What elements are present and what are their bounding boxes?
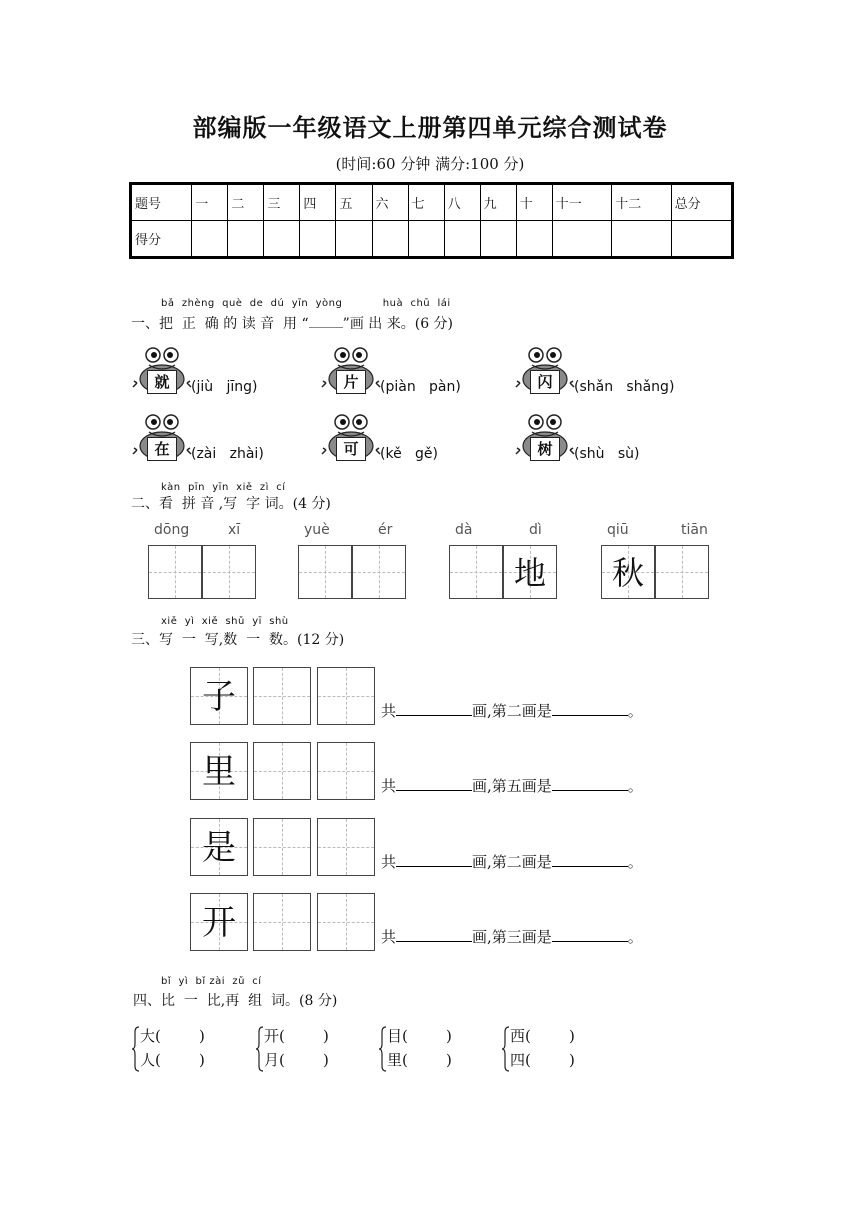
compare-word-top[interactable]: 大( )	[140, 1027, 205, 1045]
sec2-heading: 二、看 拼 音 ,写 字 词。(4 分)	[131, 496, 331, 512]
frog-card	[320, 343, 382, 398]
score-input-cell[interactable]	[516, 221, 552, 258]
pinyin-options[interactable]: (zài zhài)	[191, 446, 264, 462]
brace-icon	[132, 1026, 140, 1072]
stroke-count-line	[381, 926, 643, 947]
writing-box[interactable]	[449, 545, 503, 599]
stroke-name-blank[interactable]	[552, 927, 628, 942]
pinyin-label: tiān	[681, 522, 708, 538]
model-character: 子	[202, 677, 236, 717]
stroke-count-blank[interactable]	[396, 852, 472, 867]
stroke-text-b: 画,第二画是	[472, 853, 552, 871]
score-input-cell[interactable]	[671, 221, 732, 258]
score-input-cell[interactable]	[228, 221, 264, 258]
score-header-cell: 十二	[612, 184, 671, 221]
stroke-count-blank[interactable]	[396, 701, 472, 716]
score-header-cell: 八	[444, 184, 480, 221]
stroke-count-line	[381, 851, 643, 872]
compare-word-top[interactable]: 目( )	[387, 1027, 452, 1045]
writing-box-char: 秋	[611, 554, 644, 592]
sec4-pinyin: bǐ yì bǐ zài zǔ cí	[161, 976, 262, 987]
score-input-cell[interactable]	[300, 221, 336, 258]
writing-box[interactable]	[202, 545, 256, 599]
score-header-cell: 十一	[552, 184, 611, 221]
stroke-name-blank[interactable]	[552, 776, 628, 791]
score-header-cell: 十	[516, 184, 552, 221]
writing-box[interactable]	[317, 742, 375, 800]
writing-box[interactable]	[253, 893, 311, 951]
writing-box-char: 地	[513, 554, 546, 592]
model-char-box	[190, 667, 248, 725]
writing-box[interactable]	[253, 818, 311, 876]
writing-box-char	[203, 546, 255, 598]
score-input-cell[interactable]	[480, 221, 516, 258]
frog-card	[514, 410, 576, 465]
score-header-cell: 九	[480, 184, 516, 221]
brace-icon	[256, 1026, 264, 1072]
compare-word-top[interactable]: 开( )	[264, 1027, 329, 1045]
model-character: 开	[202, 903, 236, 943]
writing-box-char	[656, 546, 708, 598]
writing-box[interactable]	[317, 667, 375, 725]
pinyin-label: qiū	[607, 522, 629, 538]
stroke-text-a: 共	[381, 777, 397, 795]
writing-box[interactable]	[253, 667, 311, 725]
frog-character: 树	[530, 437, 560, 461]
score-table	[129, 182, 734, 259]
brace-icon	[502, 1026, 510, 1072]
compare-pair	[132, 1024, 252, 1074]
writing-box-char	[450, 546, 502, 598]
sec4-heading: 四、比 一 比,再 组 词。(8 分)	[133, 993, 338, 1009]
stroke-text-b: 画,第五画是	[472, 777, 552, 795]
score-header-cell: 二	[228, 184, 264, 221]
score-input-cell[interactable]	[408, 221, 444, 258]
page-subtitle: (时间:60 分钟 满分:100 分)	[335, 155, 525, 173]
sec3-heading: 三、写 一 写,数 一 数。(12 分)	[131, 632, 345, 648]
frog-card	[131, 343, 193, 398]
compare-word-bottom[interactable]: 月( )	[264, 1051, 329, 1069]
score-header-cell: 七	[408, 184, 444, 221]
score-input-cell[interactable]	[552, 221, 611, 258]
score-table-score-row	[131, 221, 733, 258]
writing-box[interactable]	[655, 545, 709, 599]
writing-box[interactable]	[253, 742, 311, 800]
writing-box[interactable]	[317, 818, 375, 876]
writing-box[interactable]	[352, 545, 406, 599]
stroke-text-c: 。	[627, 702, 643, 720]
frog-character: 在	[147, 437, 177, 461]
pinyin-label: ér	[378, 522, 393, 538]
score-input-cell[interactable]	[336, 221, 372, 258]
writing-box[interactable]	[317, 893, 375, 951]
frog-character: 片	[336, 370, 366, 394]
writing-box-char	[353, 546, 405, 598]
stroke-text-c: 。	[627, 853, 643, 871]
model-char-box	[190, 893, 248, 951]
pinyin-options[interactable]: (shù sù)	[574, 446, 640, 462]
writing-box-char	[149, 546, 201, 598]
score-header-cell: 一	[192, 184, 228, 221]
stroke-text-b: 画,第二画是	[472, 702, 552, 720]
pinyin-label: xī	[228, 522, 241, 538]
score-input-cell[interactable]	[444, 221, 480, 258]
sec1-heading	[131, 313, 453, 333]
score-header-cell: 四	[300, 184, 336, 221]
compare-pair	[256, 1024, 376, 1074]
stroke-text-a: 共	[381, 928, 397, 946]
score-table-header-row	[131, 184, 733, 221]
score-header-cell: 六	[372, 184, 408, 221]
score-header-cell: 总分	[671, 184, 732, 221]
sec3-pinyin: xiě yì xiě shǔ yī shù	[161, 616, 289, 627]
writing-box[interactable]	[601, 545, 655, 599]
page-title: 部编版一年级语文上册第四单元综合测试卷	[192, 113, 668, 142]
compare-word-bottom[interactable]: 里( )	[387, 1051, 452, 1069]
pinyin-options[interactable]: (piàn pàn)	[380, 379, 461, 395]
frog-character: 闪	[530, 370, 560, 394]
stroke-text-c: 。	[627, 928, 643, 946]
model-character: 是	[202, 828, 236, 868]
model-char-box	[190, 742, 248, 800]
stroke-count-blank[interactable]	[396, 776, 472, 791]
score-input-cell[interactable]	[264, 221, 300, 258]
compare-pair	[379, 1024, 499, 1074]
stroke-count-line	[381, 700, 643, 721]
stroke-text-c: 。	[627, 777, 643, 795]
writing-box[interactable]	[503, 545, 557, 599]
stroke-text-b: 画,第三画是	[472, 928, 552, 946]
score-input-cell[interactable]	[612, 221, 671, 258]
compare-word-bottom[interactable]: 四( )	[510, 1051, 575, 1069]
pinyin-options[interactable]: (shǎn shǎng)	[574, 379, 675, 395]
stroke-text-a: 共	[381, 702, 397, 720]
compare-word-bottom[interactable]: 人( )	[140, 1051, 205, 1069]
pinyin-label: dōng	[154, 522, 190, 538]
score-row-label: 得分	[131, 221, 192, 258]
pinyin-options[interactable]: (kě gě)	[380, 446, 438, 462]
frog-character: 就	[147, 370, 177, 394]
score-header-cell: 题号	[131, 184, 192, 221]
stroke-count-line	[381, 775, 643, 796]
frog-card	[514, 343, 576, 398]
writing-box-char	[299, 546, 351, 598]
stroke-name-blank[interactable]	[552, 701, 628, 716]
pinyin-options[interactable]: (jiù jīng)	[191, 379, 258, 395]
stroke-text-a: 共	[381, 853, 397, 871]
writing-box[interactable]	[148, 545, 202, 599]
score-input-cell[interactable]	[372, 221, 408, 258]
pinyin-label: dì	[529, 522, 542, 538]
pinyin-label: yuè	[304, 522, 330, 538]
score-header-cell: 三	[264, 184, 300, 221]
sec1-blue-underline	[309, 315, 343, 328]
frog-character: 可	[336, 437, 366, 461]
model-char-box	[190, 818, 248, 876]
score-header-cell: 五	[336, 184, 372, 221]
frog-card	[131, 410, 193, 465]
stroke-name-blank[interactable]	[552, 852, 628, 867]
sec1-heading-text: 一、把 正 确 的 读 音 用 “	[131, 316, 309, 332]
writing-box[interactable]	[298, 545, 352, 599]
sec2-pinyin: kàn pīn yīn xiě zì cí	[161, 482, 286, 493]
stroke-count-blank[interactable]	[396, 927, 472, 942]
pinyin-label: dà	[455, 522, 473, 538]
frog-card	[320, 410, 382, 465]
score-input-cell[interactable]	[192, 221, 228, 258]
compare-word-top[interactable]: 西( )	[510, 1027, 575, 1045]
sec1-heading-text2: ”画 出 来。(6 分)	[342, 316, 454, 332]
model-character: 里	[202, 752, 236, 792]
compare-pair	[502, 1024, 622, 1074]
sec1-pinyin: bǎ zhèng què de dú yīn yòng huà chū lái	[161, 298, 451, 309]
brace-icon	[379, 1026, 387, 1072]
